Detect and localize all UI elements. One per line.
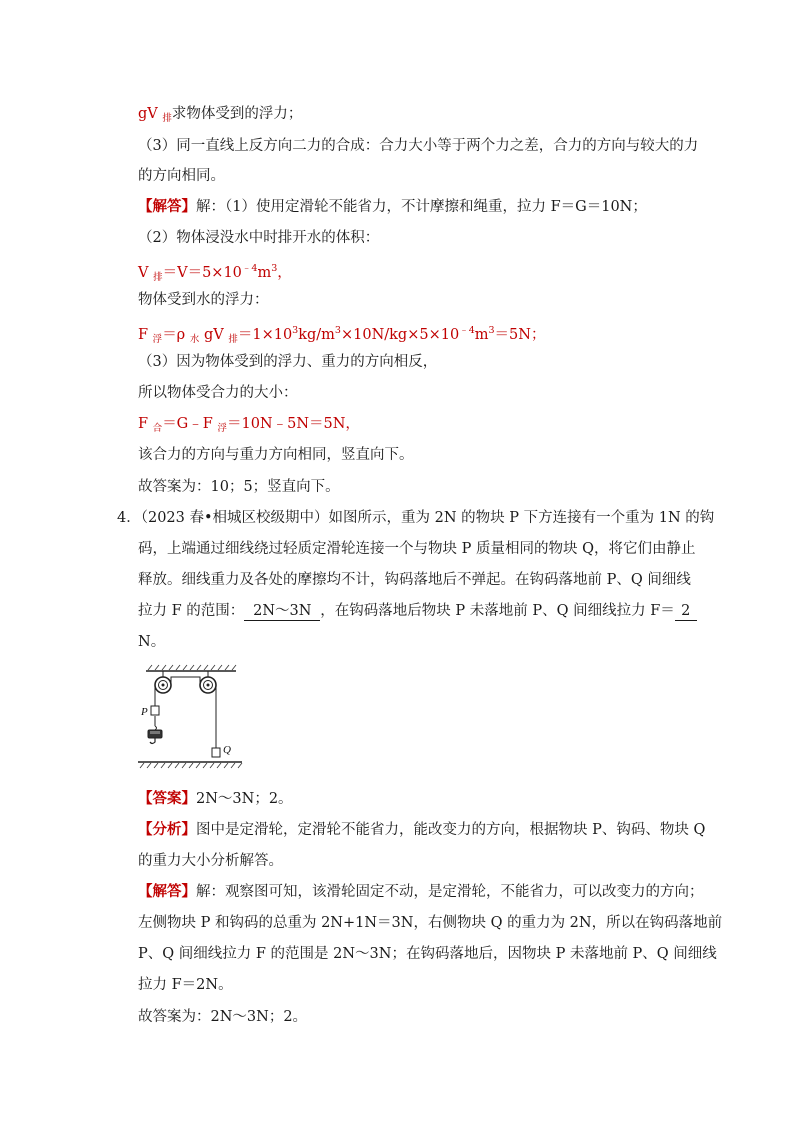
block-p: [151, 706, 159, 715]
prev-solution-line: 【解答】解：（1）使用定滑轮不能省力，不计摩擦和绳重，拉力 F＝G＝10N；: [138, 198, 647, 215]
prev-line-1: gV $_排$求物体受到的浮力；: [138, 106, 303, 124]
prev-volume-formula: V $_排=V=5\times 10^{﹣4}m^3$，: [138, 263, 292, 283]
question-number: 4．: [117, 510, 141, 526]
answer-line: 【答案】2N～3N；2。: [138, 790, 293, 807]
pulley-diagram: [136, 660, 248, 774]
prev-line-12: 该合力的方向与重力方向相同，竖直向下。: [138, 447, 414, 463]
solution-tag: 【解答】: [138, 198, 196, 215]
final-answer: 故答案为：2N～3N；2。: [138, 1009, 308, 1025]
answer-tag: 【答案】: [138, 790, 196, 807]
solution-line-4: 拉力 F＝2N。: [138, 977, 233, 993]
solution-line-2: 左侧物块 P 和钩码的总重为 2N+1N＝3N，右侧物块 Q 的重力为 2N，所以在钩码落地前: [138, 915, 723, 931]
analysis-tag: 【分析】: [138, 821, 196, 838]
hook-weight: [148, 726, 162, 744]
pulley-left: [155, 671, 171, 693]
prev-line-10: 所以物体受合力的大小：: [138, 385, 298, 401]
answer-blank-2: 2: [675, 602, 697, 621]
question-4-line-4: 拉力 F 的范围： 2N～3N ，在钩码落地后物块 P 未落地前 P、Q 间细线拉力 F＝ 2: [138, 601, 697, 621]
question-4-line-5: N。: [138, 634, 166, 650]
label-q: Q: [223, 744, 231, 756]
block-q: [212, 748, 220, 757]
question-4-line-1: 4．（2023 春•相城区校级期中）如图所示，重为 2N 的物块 P 下方连接有一个重为 1N 的钩: [117, 510, 715, 526]
prev-net-force-formula: F $_合$＝G﹣F $_浮$＝10N﹣5N＝5N，: [138, 416, 360, 434]
analysis-line-2: 的重力大小分析解答。: [138, 853, 283, 869]
analysis-line-1: 【分析】图中是定滑轮，定滑轮不能省力，能改变力的方向，根据物块 P、钩码、物块 Q: [138, 821, 706, 838]
question-4-line-3: 释放。细线重力及各处的摩擦均不计，钩码落地后不弹起。在钩码落地前 P、Q 间细线: [138, 572, 691, 588]
prev-line-9: （3）因为物体受到的浮力、重力的方向相反，: [138, 354, 438, 370]
prev-line-3: 的方向相同。: [138, 168, 225, 184]
prev-buoyancy-formula: F $_浮$＝ρ $_水$ gV $_排=1\times 10^3kg/m^3\times 10N/kg\times 5\times 10^{﹣4}m^3=5N$；: [138, 325, 546, 345]
solution-line-3: P、Q 间细线拉力 F 的范围是 2N～3N；在钩码落地后，因物块 P 未落地前 P、Q 间细线: [138, 946, 717, 962]
label-p: P: [141, 706, 148, 718]
prev-line-5: （2）物体浸没水中时排开水的体积：: [138, 230, 380, 246]
question-4-line-2: 码，上端通过细线绕过轻质定滑轮连接一个与物块 P 质量相同的物块 Q，将它们由静止: [138, 541, 696, 557]
ceiling-hatch: [146, 665, 236, 671]
prev-final-answer: 故答案为：10；5；竖直向下。: [138, 479, 340, 495]
ground-hatch: [138, 762, 242, 768]
prev-line-7: 物体受到水的浮力：: [138, 292, 269, 308]
prev-line-2: （3）同一直线上反方向二力的合成：合力大小等于两个力之差，合力的方向与较大的力: [138, 138, 699, 154]
solution-line-1: 【解答】解：观察图可知，该滑轮固定不动，是定滑轮，不能省力，可以改变力的方向；: [138, 883, 704, 900]
pulley-right: [200, 671, 216, 693]
answer-blank-1: 2N～3N: [244, 602, 320, 621]
solution-tag-q4: 【解答】: [138, 883, 196, 900]
